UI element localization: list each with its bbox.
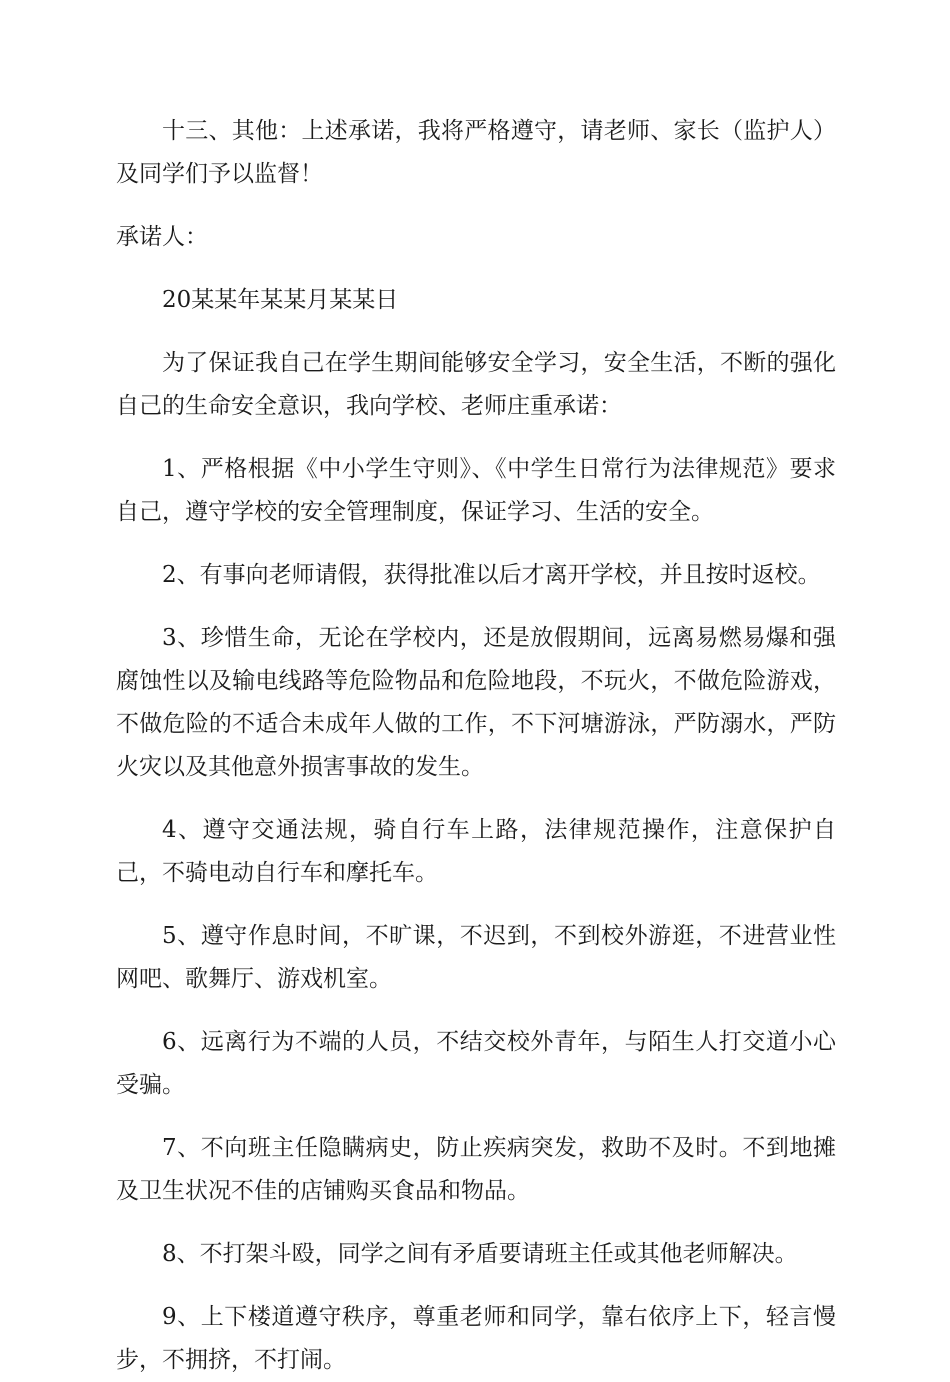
paragraph-item-1: 1、严格根据《中小学生守则》、《中学生日常行为法律规范》要求自己，遵守学校的安全管理制度，保证学习、生活的安全。 <box>116 456 836 525</box>
paragraph-item-8: 8、不打架斗殴，同学之间有矛盾要请班主任或其他老师解决。 <box>162 1241 798 1267</box>
paragraph-date: 20某某年某某月某某日 <box>162 287 399 313</box>
paragraph-intro: 为了保证我自己在学生期间能够安全学习，安全生活，不断的强化自己的生命安全意识，我向学校、老师庄重承诺： <box>116 350 836 419</box>
paragraph-item-4: 4、遵守交通法规，骑自行车上路，法律规范操作，注意保护自己，不骑电动自行车和摩托车。 <box>116 817 836 886</box>
paragraph-item-3: 3、珍惜生命，无论在学校内，还是放假期间，远离易燃易爆和强腐蚀性以及输电线路等危险物品和危险地段，不玩火，不做危险游戏，不做危险的不适合未成年人做的工作，不下河塘游泳，严防溺水，严防火灾以及其他意外损害事故的发生。 <box>116 625 836 780</box>
document-body <box>116 110 836 1382</box>
paragraph-item-9: 9、上下楼道遵守秩序，尊重老师和同学，靠右依序上下，轻言慢步，不拥挤，不打闹。 <box>116 1304 836 1373</box>
paragraph-item-2: 2、有事向老师请假，获得批准以后才离开学校，并且按时返校。 <box>162 562 821 588</box>
paragraph-item-5: 5、遵守作息时间，不旷课，不迟到，不到校外游逛，不进营业性网吧、歌舞厅、游戏机室。 <box>116 923 836 992</box>
paragraph-item-6: 6、远离行为不端的人员，不结交校外青年，与陌生人打交道小心受骗。 <box>116 1029 836 1098</box>
paragraph-signer-label: 承诺人： <box>116 224 208 250</box>
paragraph-other-clause: 十三、其他：上述承诺，我将严格遵守，请老师、家长（监护人）及同学们予以监督！ <box>116 118 836 187</box>
paragraph-item-7: 7、不向班主任隐瞒病史，防止疾病突发，救助不及时。不到地摊及卫生状况不佳的店铺购买食品和物品。 <box>116 1135 836 1204</box>
